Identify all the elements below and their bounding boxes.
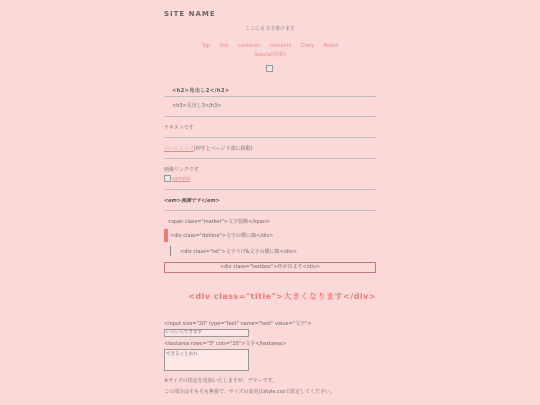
page-top-link[interactable]: ページトップ (164, 146, 194, 152)
divider (164, 116, 376, 117)
nav-diary[interactable]: Diary (300, 43, 315, 49)
dotline-accent (164, 229, 168, 242)
textarea-input[interactable]: できることあれ (164, 349, 249, 371)
note-1: ※サイズの指定を追加いたしますが、デモーです。 (164, 378, 278, 384)
body-text: テキストです (164, 125, 194, 131)
dotline-text: <div class="dotline">文字の横に線</div> (170, 233, 274, 239)
image-link-label: 画像リンクです (164, 167, 199, 173)
image-link[interactable] (164, 175, 190, 182)
nav-link[interactable]: link (219, 43, 229, 49)
divider (164, 137, 376, 138)
nav-contents-1[interactable]: contents (238, 43, 260, 49)
nav-contents-2[interactable]: contents (269, 43, 292, 49)
divider (164, 210, 376, 211)
nav-board[interactable]: Board (323, 43, 339, 49)
divider (164, 96, 376, 97)
textbox: <div class="textbox">枠が出ます</div> (164, 262, 376, 273)
broken-image-icon (266, 65, 273, 72)
nav-special[interactable]: Special(移動) (254, 52, 286, 58)
text-input[interactable]: いろいろできます (164, 329, 249, 337)
txt-text: <div class="txt">文字下げ&文字の横に線</div> (180, 249, 298, 255)
site-name[interactable]: SITE NAME (164, 10, 216, 18)
note-2: この部分はそもそも無視で、サイズの変更はstyle.cssで設定してください。 (164, 389, 336, 395)
divider (164, 189, 376, 190)
nav-top[interactable]: Top (201, 43, 211, 49)
txt-bar (170, 246, 171, 256)
divider (164, 158, 376, 159)
broken-image-icon (164, 175, 171, 182)
image-alt-text: sample (172, 176, 191, 182)
textarea-label: <textarea rows="3" cols="20">文字</textarea> (164, 341, 287, 347)
large-title: <div class="title">大きくなります</div> (188, 292, 376, 301)
main-nav (164, 42, 376, 60)
tagline: ここにも文字書けます (244, 26, 295, 32)
emphasis-text: <em>強調です</em> (164, 198, 220, 204)
heading-h3: <h3>見出し3</h3> (172, 103, 222, 109)
marker-text: <span class="marker">文字装飾</span> (167, 219, 271, 225)
anchor-note: (押すとページ下部に移動) (193, 146, 253, 152)
heading-h2: <h2>見出し2</h2> (172, 88, 230, 94)
anchor-row (164, 145, 253, 152)
input-label: <input size="20" type="text" name="text" value="文字"> (164, 321, 312, 327)
